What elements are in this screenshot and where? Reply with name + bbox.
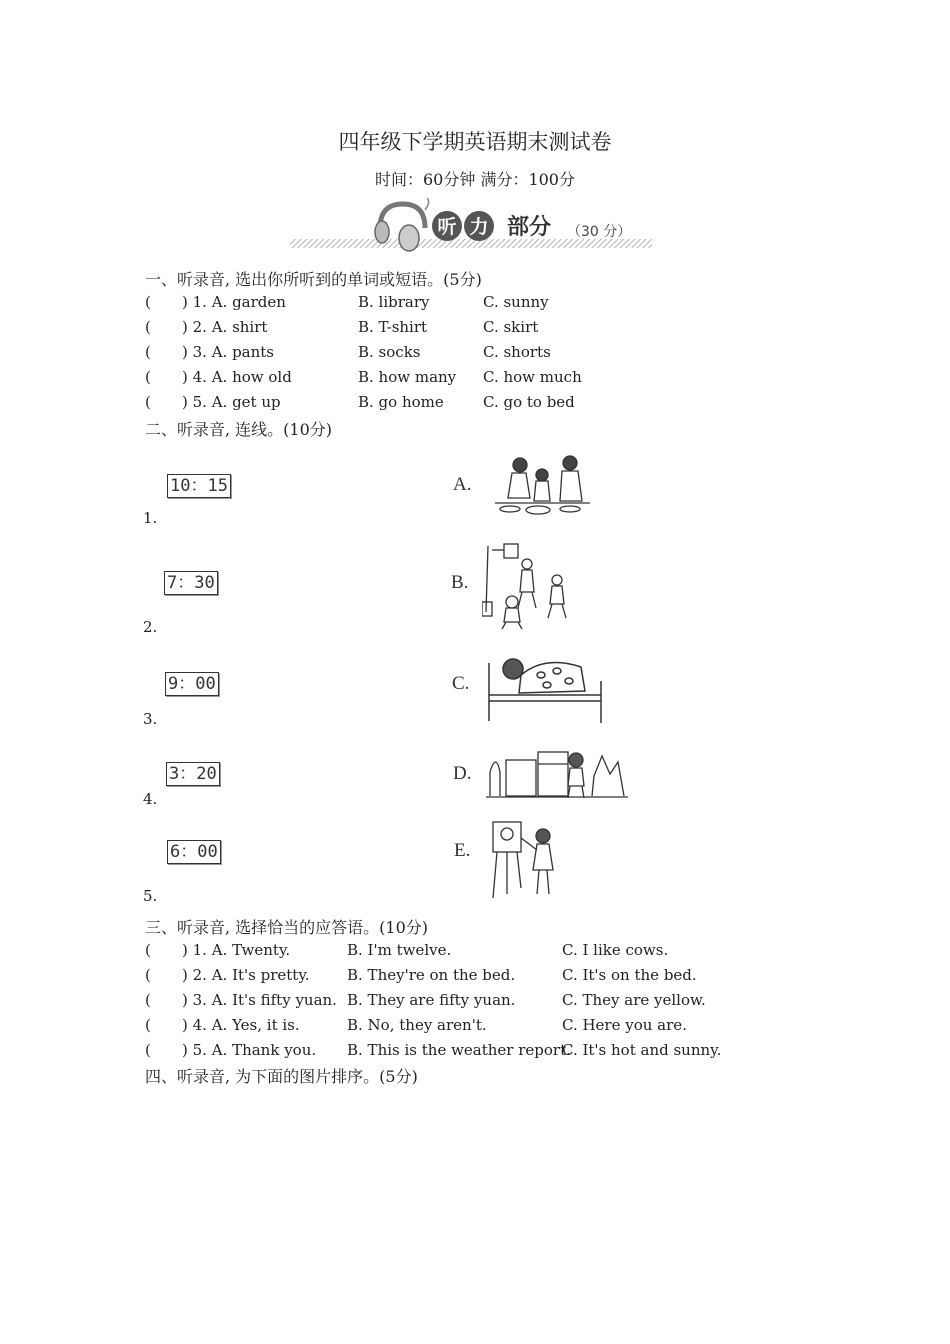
match-number-2: 2.: [143, 618, 158, 636]
answer-blank[interactable]: (: [145, 393, 151, 411]
banner-label: 部分: [507, 215, 552, 240]
answer-blank[interactable]: (: [145, 1016, 151, 1034]
match-letter-b: B.: [451, 572, 469, 593]
option-c: C. It's on the bed.: [562, 966, 697, 984]
clock-1: 10：15: [167, 474, 231, 498]
option-c: C. go to bed: [483, 393, 575, 411]
match-number-5: 5.: [143, 887, 158, 905]
page-title: 四年级下学期英语期末测试卷: [338, 130, 612, 154]
option-c: C. I like cows.: [562, 941, 669, 959]
section4-heading: 四、听录音, 为下面的图片排序。(5分): [145, 1067, 418, 1086]
match-letter-c: C.: [452, 673, 470, 694]
option-a: ) 5. A. Thank you.: [182, 1041, 317, 1059]
option-b: B. T-shirt: [358, 318, 428, 336]
option-c: C. They are yellow.: [562, 991, 706, 1009]
section1-heading: 一、听录音, 选出你所听到的单词或短语。(5分): [145, 270, 482, 289]
answer-blank[interactable]: (: [145, 966, 151, 984]
clock-3: 9：00: [165, 672, 219, 696]
option-b: B. They are fifty yuan.: [347, 991, 516, 1009]
answer-blank[interactable]: (: [145, 941, 151, 959]
option-a: ) 3. A. It's fifty yuan.: [182, 991, 337, 1009]
option-a: ) 4. A. how old: [182, 368, 292, 386]
banner-char-1: 听: [437, 216, 457, 238]
clock-4: 3：20: [166, 762, 220, 786]
option-b: B. how many: [358, 368, 457, 386]
answer-blank[interactable]: (: [145, 368, 151, 386]
picture-family-dinner: [490, 453, 595, 518]
option-a: ) 1. A. Twenty.: [182, 941, 291, 959]
option-c: C. shorts: [483, 343, 551, 361]
option-a: ) 2. A. It's pretty.: [182, 966, 310, 984]
banner-hatch-bar: [290, 239, 652, 248]
picture-basketball: [482, 542, 572, 630]
option-c: C. Here you are.: [562, 1016, 687, 1034]
option-c: C. It's hot and sunny.: [562, 1041, 722, 1059]
clock-5: 6：00: [167, 840, 221, 864]
section3-heading: 三、听录音, 选择恰当的应答语。(10分): [145, 918, 429, 937]
picture-painting: [489, 818, 564, 900]
match-number-1: 1.: [143, 509, 158, 527]
match-letter-e: E.: [454, 840, 471, 861]
answer-blank[interactable]: (: [145, 318, 151, 336]
option-b: B. go home: [358, 393, 444, 411]
option-a: ) 1. A. garden: [182, 293, 286, 311]
option-c: C. sunny: [483, 293, 549, 311]
banner-score: （30 分）: [567, 224, 632, 240]
option-a: ) 2. A. shirt: [182, 318, 268, 336]
option-a: ) 4. A. Yes, it is.: [182, 1016, 300, 1034]
answer-blank[interactable]: (: [145, 293, 151, 311]
page-subtitle: 时间：60分钟 满分：100分: [375, 170, 575, 189]
match-number-3: 3.: [143, 710, 158, 728]
option-b: B. I'm twelve.: [347, 941, 452, 959]
listening-banner: [285, 198, 655, 254]
banner-char-2: 力: [469, 216, 489, 238]
option-a: ) 3. A. pants: [182, 343, 274, 361]
option-c: C. how much: [483, 368, 582, 386]
answer-blank[interactable]: (: [145, 1041, 151, 1059]
option-b: B. No, they aren't.: [347, 1016, 487, 1034]
answer-blank[interactable]: (: [145, 991, 151, 1009]
option-b: B. This is the weather report.: [347, 1041, 571, 1059]
option-c: C. skirt: [483, 318, 539, 336]
option-b: B. socks: [358, 343, 421, 361]
section2-heading: 二、听录音, 连线。(10分): [145, 420, 333, 439]
match-letter-d: D.: [453, 763, 472, 784]
match-number-4: 4.: [143, 790, 158, 808]
answer-blank[interactable]: (: [145, 343, 151, 361]
option-b: B. library: [358, 293, 430, 311]
option-b: B. They're on the bed.: [347, 966, 516, 984]
option-a: ) 5. A. get up: [182, 393, 281, 411]
picture-going-home: [486, 742, 628, 800]
clock-2: 7：30: [164, 571, 218, 595]
match-letter-a: A.: [453, 474, 472, 495]
picture-sleeping: [485, 645, 607, 725]
